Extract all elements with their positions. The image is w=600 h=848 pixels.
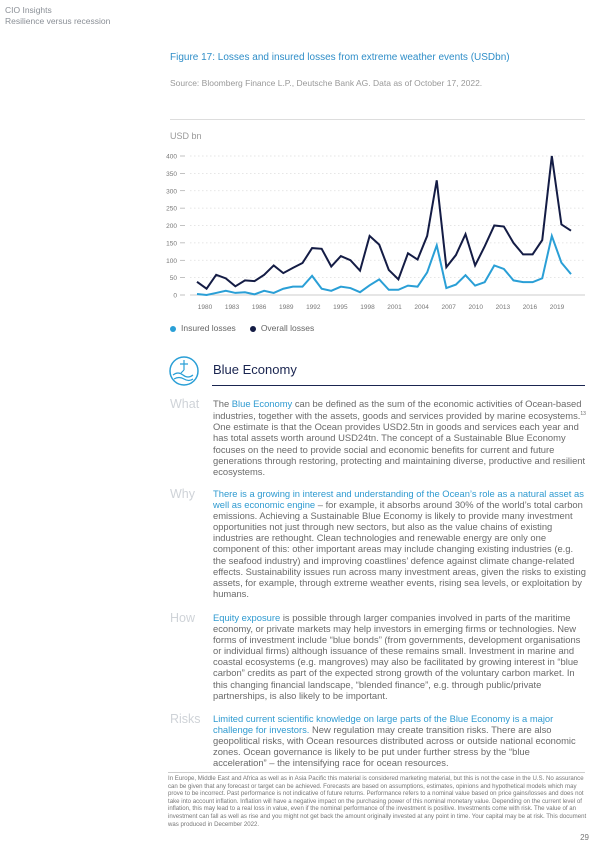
highlight-text: There is a growing in interest and understanding of the Ocean’s role as a natural asset as well as economic engine: [213, 488, 584, 511]
why-block: [170, 488, 590, 599]
y-tick-label: 400: [166, 153, 177, 161]
line-chart: [160, 145, 590, 320]
why-label: Why: [170, 487, 195, 501]
series-line-overall-losses: [197, 156, 571, 289]
how-text: [213, 612, 586, 701]
highlight-text: Equity exposure: [213, 612, 281, 623]
divider: [170, 119, 585, 120]
highlight-text: Limited current scientific knowledge on large parts of the Blue Economy is a major challenge for investors.: [213, 713, 554, 736]
x-tick-label: 2004: [414, 304, 429, 311]
legend-dot-icon: [250, 326, 256, 332]
text: is possible through larger companies involved in parts of the maritime economy, or private markets may help investors in emerging firms or technologies. New forms of investment include “blue bonds” (from governments, development organisations or individual firms) although issuance of these remains small. Investment in marine and coastal ecosystems (e.g. mangroves) may also be facilitated by growing interest in “blue carbon” credits as part of the expected strong growth of the voluntary carbon market. In this changing financial landscape, “blended finance”, e.g. through public/private partnerships, is also likely to be important.: [213, 612, 581, 701]
legend-label: Insured losses: [181, 323, 236, 333]
y-tick-label: 200: [166, 223, 177, 230]
x-tick-label: 1983: [224, 304, 240, 311]
risks-text: [213, 713, 586, 768]
x-tick-label: 1980: [197, 304, 213, 311]
figure-source: Source: Bloomberg Finance L.P., Deutsche Bank AG. Data as of October 17, 2022.: [170, 78, 483, 88]
text: One estimate is that the Ocean provides USD2.5tn in goods and services each year and has total assets worth around USD24tn. The concept of a Sustainable Blue Economy focuses on the need to provide social and economic benefits for current and future generations through restoring, protecting and maintaining diverse, productive and resilient ecosystems.: [213, 421, 586, 477]
legend-overall: [250, 323, 314, 333]
x-tick-label: 2016: [522, 304, 538, 311]
publication-subtitle: Resilience versus recession: [5, 16, 111, 26]
what-block: [170, 398, 590, 477]
text: can be defined as the sum of the economic activities of Ocean-based industries, together with the assets, goods and services provided by marine ecosystems.: [213, 398, 582, 422]
x-tick-label: 2007: [441, 304, 456, 311]
footer-divider: [168, 772, 585, 773]
risks-block: [170, 713, 590, 768]
highlight-text: Blue Economy: [231, 398, 293, 409]
ocean-globe-icon: [168, 355, 200, 387]
x-tick-label: 1989: [278, 304, 294, 311]
section-divider: [212, 385, 585, 386]
x-tick-label: 2001: [387, 304, 402, 311]
y-tick-label: 50: [169, 275, 177, 283]
x-tick-label: 1995: [333, 304, 348, 311]
x-tick-label: 1986: [251, 304, 267, 311]
what-label: What: [170, 397, 200, 411]
how-block: [170, 612, 590, 701]
risks-label: Risks: [170, 712, 201, 726]
legend-dot-icon: [170, 326, 176, 332]
y-tick-label: 0: [173, 292, 177, 300]
y-tick-label: 100: [166, 257, 177, 265]
disclaimer: In Europe, Middle East and Africa as well as in Asia Pacific this material is considered marketing material, but this is not the case in the U.S. No assurance can be given that any forecast or target can be achieved. Forecasts are based on assumptions, estimates, opinions and hypothetical models which may prove to be incorrect. Past performance is not indicative of future returns. Performance refers to a nominal value based on price gains/losses and does not take into account inflation. Inflation will have a negative impact on the purchasing power of this nominal monetary value. Depending on the current level of inflation, this may lead to a real loss in value, even if the nominal performance of the investment is positive. Investments come with risk. The value of an investment can fall as well as rise and you might not get back the amount originally invested at any point in time. Your capital may be at risk. This document was produced in December 2022.: [168, 775, 587, 828]
text: New regulation may create transition risks. There are also geopolitical risks, with Ocean resources distributed across or outside national economic zones. Ocean governance is likely to be put under further stress by the “blue acceleration” – the intensifying race for ocean resources.: [213, 724, 576, 769]
y-tick-label: 150: [166, 240, 177, 248]
footnote-ref: 13: [580, 411, 586, 418]
text: The: [213, 398, 232, 409]
why-text: [213, 488, 586, 599]
publication-name: CIO Insights: [5, 5, 52, 15]
what-text: [213, 398, 586, 477]
page-number: 29: [580, 833, 589, 842]
x-tick-label: 1998: [360, 304, 375, 311]
figure-title: Figure 17: Losses and insured losses from extreme weather events (USDbn): [170, 52, 510, 63]
x-tick-label: 2019: [549, 304, 565, 311]
section-title: Blue Economy: [213, 362, 297, 377]
text: – for example, it absorbs around 30% of the world’s total carbon emissions. Achieving a Sustainable Blue Economy is likely to provide many investment opportunities not just through new sectors, but also as the value chains of existing industries are rethought. Clean technologies and renewable energy are only one component of this: other important areas may include changing existing industries (e.g. the seafood industry) and improving coastlines’ defence against climate change-related effects. Sustainability issues run across many investment areas, given the risks to existing assets, for example, through extreme weather events, rising sea levels, or exploitation by humans.: [213, 499, 586, 599]
y-tick-label: 300: [166, 188, 177, 196]
how-label: How: [170, 611, 196, 625]
x-tick-label: 1992: [306, 304, 321, 311]
x-tick-label: 2013: [495, 304, 511, 311]
y-axis-unit: USD bn: [170, 131, 202, 141]
legend-insured: [170, 323, 236, 333]
x-tick-label: 2010: [468, 304, 484, 311]
y-tick-label: 250: [166, 205, 177, 213]
chart-legend: [170, 323, 314, 333]
legend-label: Overall losses: [260, 323, 315, 333]
y-tick-label: 350: [166, 170, 177, 178]
running-header: [5, 5, 110, 27]
